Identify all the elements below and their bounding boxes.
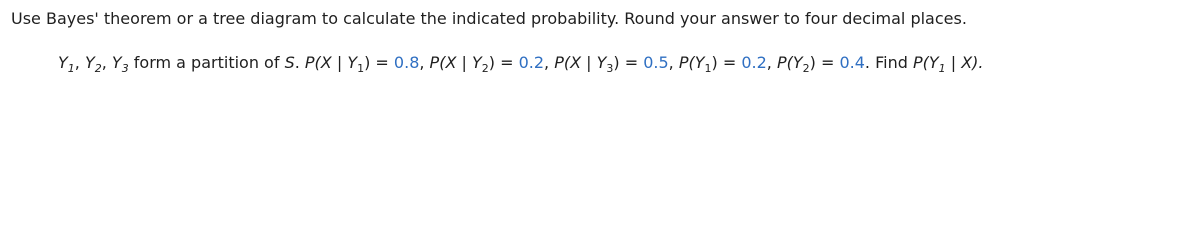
partition-var-2: $Y_2$	[84, 53, 102, 75]
partition-var-3: $Y_3$	[111, 53, 129, 75]
prob-value-2: 0.2	[518, 53, 545, 72]
prob-expr-5: $P(Y_2) = 0.4$	[776, 53, 865, 75]
problem-statement: $Y_1$, $Y_2$, $Y_3$ form a partition of S. P(X | $Y_1) = 0.8$, P(X | $Y_2) = 0.2$, P(X | $Y_3) = 0.5$, $P(Y_1) = 0.2$, $P(Y_2) = 0.4$. Find $P(Y_1$ | X).	[58, 53, 984, 75]
prob-expr-2: P(X | $Y_2) = 0.2$	[429, 53, 545, 75]
partition-var-1: $Y_1$	[58, 53, 75, 75]
instructions-text: Use Bayes' theorem or a tree diagram to calculate the indicated probability. Round your answer to four decimal places.	[11, 9, 967, 28]
prob-value-5: 0.4	[839, 53, 865, 72]
prob-expr-1: P(X | $Y_1) = 0.8$	[304, 53, 420, 75]
sample-space-S: S	[284, 53, 295, 72]
find-text: Find	[875, 53, 913, 72]
target-probability: $P(Y_1$ | X).	[912, 53, 984, 75]
prob-value-3: 0.5	[643, 53, 669, 72]
prob-value-1: 0.8	[393, 53, 420, 72]
prob-value-4: 0.2	[741, 53, 767, 72]
partition-phrase: form a partition of	[128, 53, 285, 72]
prob-expr-3: P(X | $Y_3) = 0.5$	[554, 53, 669, 75]
prob-expr-4: $P(Y_1) = 0.2$	[678, 53, 767, 75]
